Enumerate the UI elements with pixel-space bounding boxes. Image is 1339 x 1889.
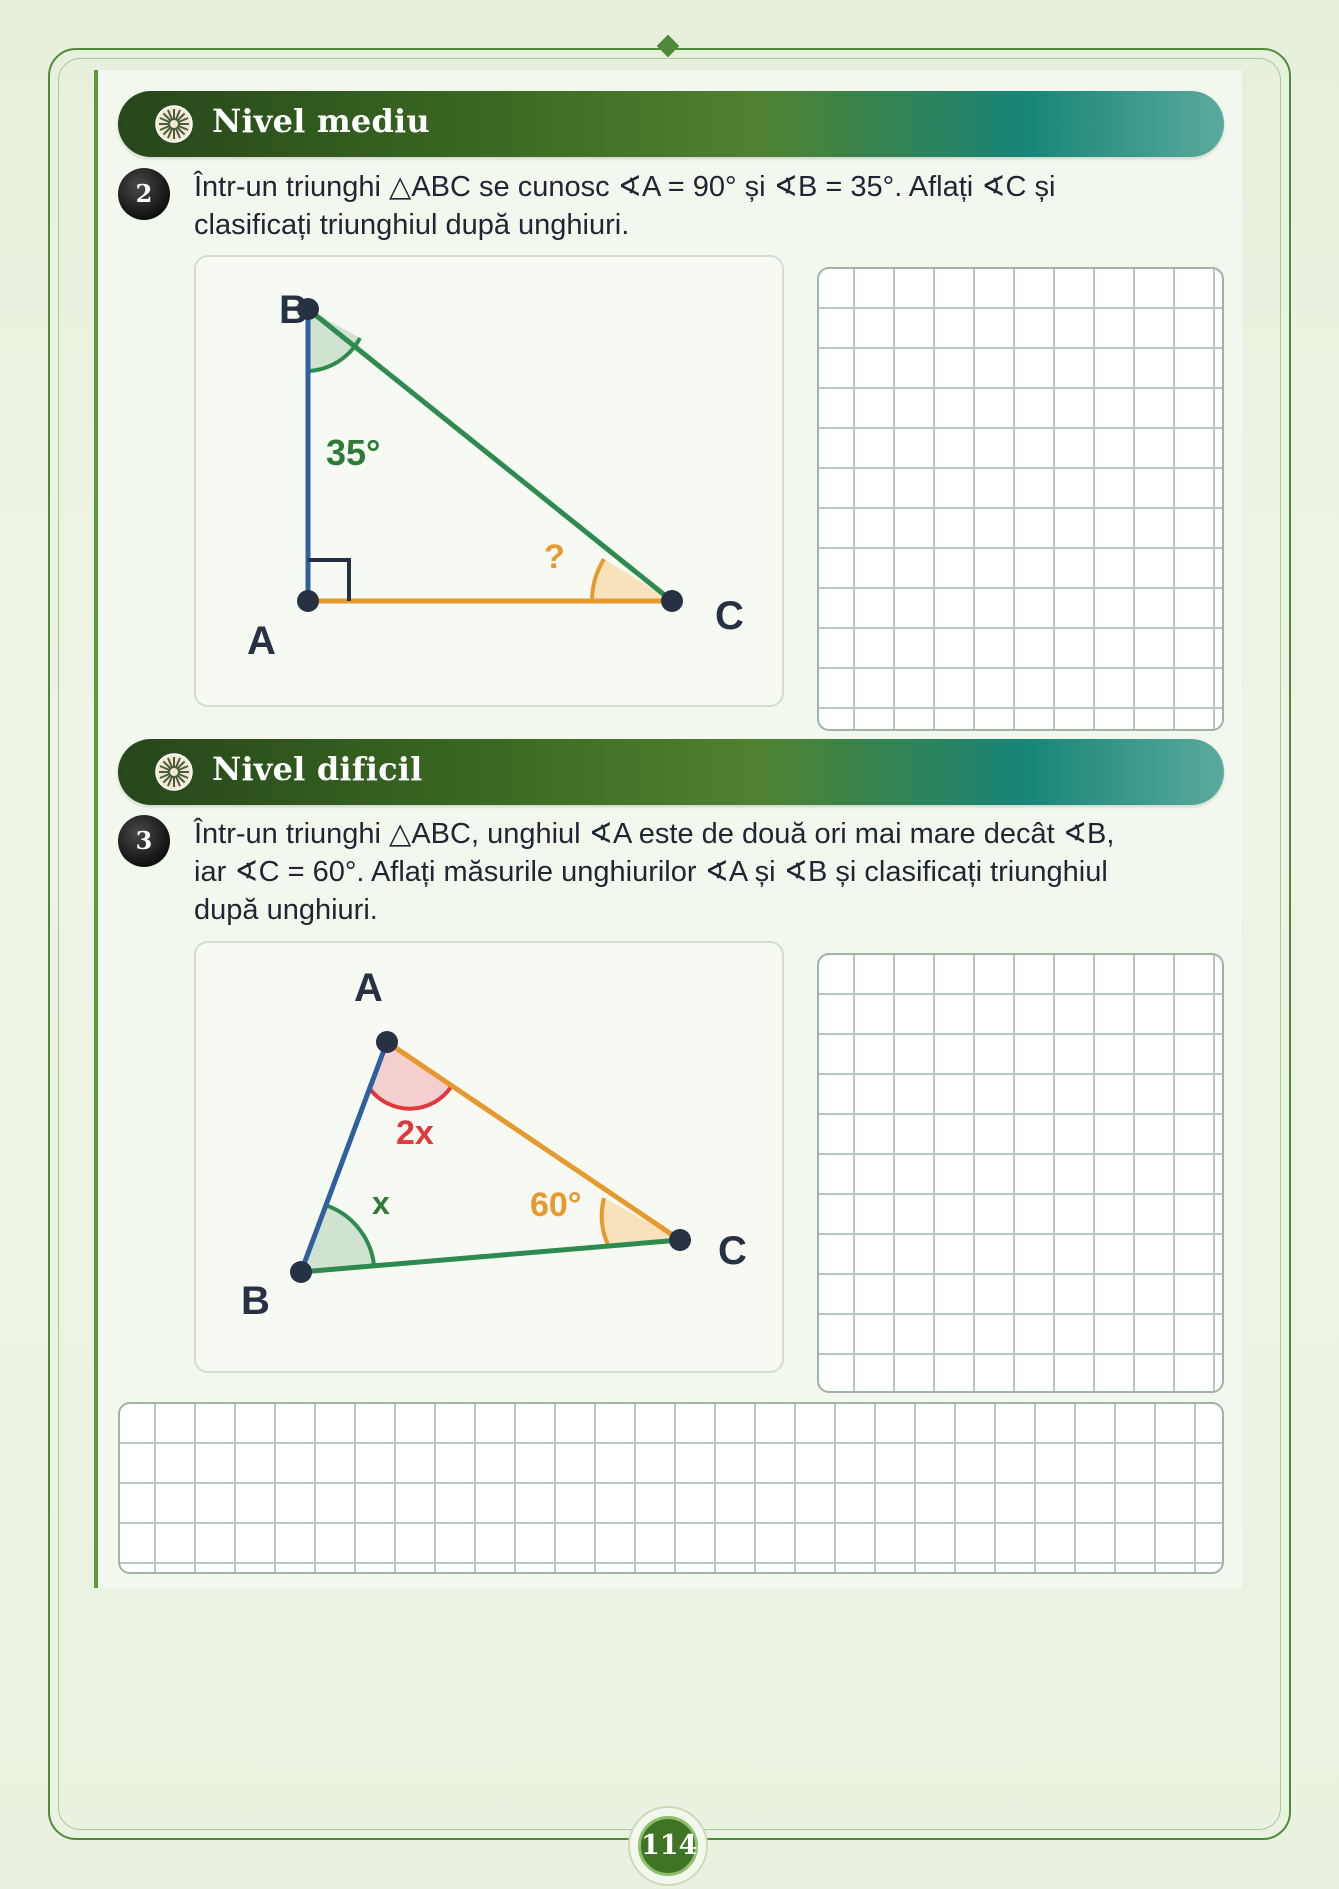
level-title: Nivel mediu (212, 102, 430, 140)
vertex-c (661, 590, 683, 612)
level-banner-medium (118, 91, 1224, 157)
sunburst-icon (154, 104, 194, 144)
page-number-badge (628, 1806, 708, 1886)
problem-number-badge: 2 (118, 168, 170, 220)
answer-grid-2[interactable] (817, 267, 1224, 731)
problem-text-line: Într-un triunghi △ABC se cunosc ∢A = 90° și ∢B = 35°. Aflați ∢C și (194, 171, 1056, 203)
figure-card-triangle-2 (194, 941, 784, 1373)
page-number: 114 (638, 1816, 698, 1876)
vertex-c (669, 1229, 691, 1251)
problem-text-line: iar ∢C = 60°. Aflați măsurile unghiurilor ∢A și ∢B și clasificați triunghiul (194, 856, 1108, 888)
label-a: A (354, 966, 383, 1010)
label-c: C (715, 594, 744, 638)
problem-2-text (194, 168, 1234, 244)
angle-c-fill (592, 559, 672, 601)
angle-b-label: x (372, 1185, 390, 1221)
answer-grid-bottom[interactable] (118, 1402, 1224, 1574)
problem-text-line: după unghiuri. (194, 894, 378, 926)
problem-text-line: Într-un triunghi △ABC, unghiul ∢A este de două ori mai mare decât ∢B, (194, 818, 1115, 850)
vertex-a (376, 1031, 398, 1053)
answer-grid-3[interactable] (817, 953, 1224, 1393)
vertex-b (290, 1261, 312, 1283)
angle-c-label: 60° (530, 1186, 582, 1224)
level-banner-hard (118, 739, 1224, 805)
label-c: C (718, 1229, 747, 1273)
label-b: B (279, 288, 308, 332)
problem-number-badge: 3 (118, 815, 170, 867)
angle-b-label: 35° (326, 432, 381, 473)
triangle-figure (196, 943, 786, 1375)
label-a: A (247, 619, 276, 663)
figure-card-right-triangle (194, 255, 784, 707)
angle-c-label: ? (544, 538, 565, 576)
sunburst-icon (154, 752, 194, 792)
problem-text-line: clasificați triunghiul după unghiuri. (194, 209, 630, 241)
problem-3-text (194, 815, 1234, 929)
level-title: Nivel dificil (212, 750, 423, 788)
label-b: B (241, 1279, 270, 1323)
triangle-figure (196, 257, 786, 709)
vertex-a (297, 590, 319, 612)
angle-a-label: 2x (396, 1114, 434, 1152)
